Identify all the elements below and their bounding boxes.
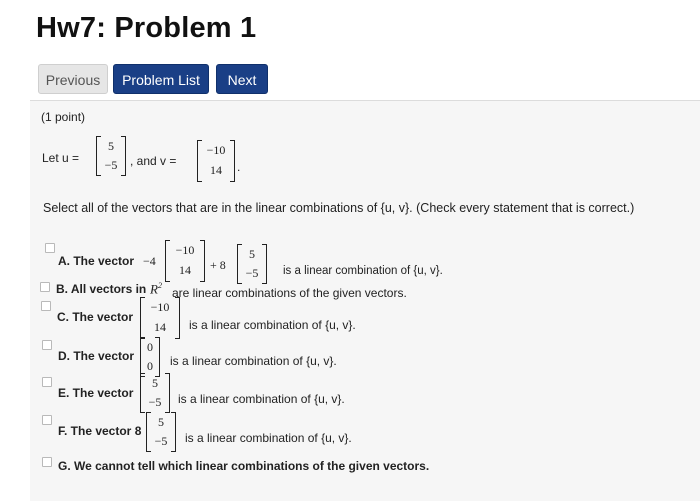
option-d-tail: is a linear combination of {u, v}. <box>170 354 337 368</box>
point-value: (1 point) <box>41 110 86 124</box>
next-button[interactable]: Next <box>216 64 268 94</box>
option-c-label: C. The vector <box>57 310 134 324</box>
option-e-tail: is a linear combination of {u, v}. <box>178 392 345 406</box>
option-f-checkbox[interactable] <box>42 415 52 425</box>
page-title: Hw7: Problem 1 <box>36 12 257 44</box>
option-d-checkbox[interactable] <box>42 340 52 350</box>
option-c-tail: is a linear combination of {u, v}. <box>189 318 356 332</box>
option-e-checkbox[interactable] <box>42 377 52 387</box>
option-b-checkbox[interactable] <box>40 282 50 292</box>
period: . <box>237 160 241 174</box>
option-b-label: B. All vectors in <box>56 282 147 296</box>
let-u-label: Let u = <box>42 151 80 165</box>
vector-u: 5 −5 <box>96 136 126 176</box>
instruction-text: Select all of the vectors that are in the linear combinations of {u, v}. (Check every statement that is correct.) <box>43 201 635 215</box>
option-c-checkbox[interactable] <box>41 301 51 311</box>
option-f-label: F. The vector 8 <box>58 424 142 438</box>
option-a-tail: is a linear combination of {u, v}. <box>283 265 443 277</box>
option-d-vector: 0 0 <box>140 337 160 377</box>
option-a-vector-1: −10 14 <box>165 240 205 282</box>
option-g-label: G. We cannot tell which linear combinations of the given vectors. <box>58 459 430 473</box>
option-a-coef1: −4 <box>143 254 156 268</box>
option-a-checkbox[interactable] <box>45 243 55 253</box>
option-f-vector: 5 −5 <box>146 412 176 452</box>
option-e-vector: 5 −5 <box>140 373 170 413</box>
option-g-checkbox[interactable] <box>42 457 52 467</box>
and-v-label: , and v = <box>130 154 177 168</box>
problem-list-button[interactable]: Problem List <box>113 64 209 94</box>
option-c-vector: −10 14 <box>140 297 180 339</box>
option-a-label: A. The vector <box>58 254 135 268</box>
option-e-label: E. The vector <box>58 386 134 400</box>
option-a-coef2: + 8 <box>210 258 226 272</box>
previous-button[interactable]: Previous <box>38 64 108 94</box>
vector-v: −10 14 <box>197 140 235 182</box>
option-b-space: $R^2$ <box>150 281 162 297</box>
option-f-tail: is a linear combination of {u, v}. <box>185 431 352 445</box>
option-a-vector-2: 5 −5 <box>237 244 267 284</box>
option-b-tail: are linear combinations of the given vectors. <box>172 286 407 300</box>
option-d-label: D. The vector <box>58 349 135 363</box>
